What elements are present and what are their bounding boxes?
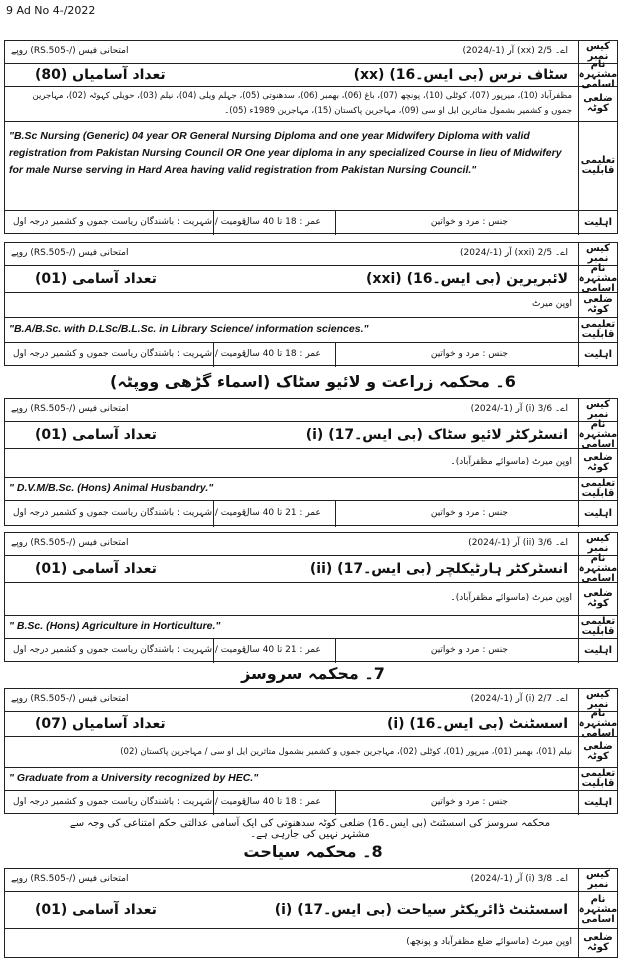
age-limit: عمر : 21 تا 40 سال	[243, 508, 321, 518]
post-title: (ii) انسٹرکٹر ہارٹیکلچر (بی ایس۔17)	[309, 561, 568, 577]
district-quota-label: ضلعی کوٹہ	[578, 87, 617, 121]
gender: جنس : مرد و خواتین	[430, 349, 508, 359]
post-block-assistant-director-tourism	[4, 868, 618, 958]
qualification-text: " Graduate from a University recognized by HEC."	[9, 772, 259, 784]
qualification-label: تعلیمی قابلیت	[578, 122, 617, 210]
district-quota: اوپن میرٹ (ماسوائے مظفرآباد)۔	[450, 457, 572, 467]
case-number: اے۔ 3/6 (i) آر (1-/2024)	[470, 404, 568, 414]
fee-text: امتحانی فیس (/-RS.505) روپے	[11, 248, 129, 258]
post-title: (xx) سٹاف نرس (بی ایس۔16)	[353, 67, 568, 83]
district-quota-label: ضلعی کوٹہ	[578, 449, 617, 477]
post-label: نام مشتہرہ اسامی	[578, 419, 618, 450]
eligibility-label: اہلیت	[578, 501, 617, 527]
eligibility-label: اہلیت	[578, 639, 617, 663]
age-limit: عمر : 18 تا 40 سال	[243, 349, 321, 359]
district-quota: اوپن میرٹ (ماسوائے ضلع مظفرآباد و پونچھ)	[406, 937, 572, 947]
district-quota-label: ضلعی کوٹہ	[578, 929, 617, 957]
post-block-staff-nurse	[4, 40, 618, 234]
post-label: نام مشتہرہ اسامی	[578, 263, 618, 294]
case-number: اے۔ 2/5 (xxi) آر (1-/2024)	[460, 248, 568, 258]
case-no-label: کیس نمبر	[578, 399, 617, 421]
qualification-label: تعلیمی قابلیت	[578, 768, 617, 790]
district-quota: اوپن میرٹ (ماسوائے مظفرآباد)۔	[450, 593, 572, 603]
case-no-label: کیس نمبر	[578, 41, 617, 63]
district-quota-label: ضلعی کوٹہ	[578, 737, 617, 767]
fee-text: امتحانی فیس (/-RS.505) روپے	[11, 404, 129, 414]
post-count: تعداد آسامیاں (80)	[35, 67, 166, 83]
eligibility-label: اہلیت	[578, 211, 617, 235]
post-label: نام مشتہرہ اسامی	[578, 553, 618, 584]
post-block-librarian	[4, 242, 618, 366]
post-title: (i) اسسٹنٹ ڈائریکٹر سیاحت (بی ایس۔17)	[274, 902, 568, 918]
eligibility-label: اہلیت	[578, 343, 617, 367]
qualification-text: " B.Sc. (Hons) Agriculture in Horticulture."	[9, 620, 221, 632]
district-quota-label: ضلعی کوٹہ	[578, 583, 617, 615]
domicile: قومیت / شہریت : باشندگان ریاست جموں و کشمیر درجہ اول	[13, 508, 247, 518]
post-count: تعداد آسامیاں (07)	[35, 716, 166, 732]
qualification-label: تعلیمی قابلیت	[578, 318, 617, 342]
post-block-instructor-livestock	[4, 398, 618, 526]
domicile: قومیت / شہریت : باشندگان ریاست جموں و کشمیر درجہ اول	[13, 217, 247, 227]
gender: جنس : مرد و خواتین	[430, 797, 508, 807]
post-count: تعداد آسامی (01)	[35, 427, 157, 443]
qualification-text: "B.A/B.Sc. with D.LSc/B.L.Sc. in Library Science/ information sciences."	[9, 323, 369, 335]
age-limit: عمر : 21 تا 40 سال	[243, 645, 321, 655]
qualification-text: " D.V.M/B.Sc. (Hons) Animal Husbandry."	[9, 482, 214, 494]
section-heading-7: 7۔ محکمہ سروسز	[241, 664, 385, 683]
case-no-label: کیس نمبر	[578, 243, 617, 265]
domicile: قومیت / شہریت : باشندگان ریاست جموں و کشمیر درجہ اول	[13, 797, 247, 807]
district-quota: مظفرآباد (10)، میرپور (07)، کوٹلی (10)، پونچھ (07)، باغ (06)، بھمبر (06)، سدھنوتی (05)، جہلم ویلی (04)، نیلم (03)، حویلی کہوٹہ (02)، مہاجرین	[32, 91, 572, 101]
post-label: نام مشتہرہ اسامی	[578, 59, 618, 90]
age-limit: عمر : 18 تا 40 سال	[243, 217, 321, 227]
post-title: (xxi) لائبریرین (بی ایس۔16)	[366, 271, 568, 287]
fee-text: امتحانی فیس (/-RS.505) روپے	[11, 874, 129, 884]
ad-number: 9 Ad No 4-/2022	[6, 4, 96, 17]
post-count: تعداد آسامی (01)	[35, 902, 157, 918]
district-quota: نیلم (01)، بھمبر (01)، میرپور (01)، کوٹلی (02)، مہاجرین جموں و کشمیر بشمول متاثرین ایل او سی / مہاجرین پاکستان (02)	[120, 747, 572, 757]
fee-text: امتحانی فیس (/-RS.505) روپے	[11, 694, 129, 704]
section-heading-8: 8۔ محکمہ سیاحت	[243, 842, 383, 861]
case-no-label: کیس نمبر	[578, 869, 617, 891]
section-heading-6: 6۔ محکمہ زراعت و لائیو سٹاک (اسماء گڑھی ووپٹہ)	[110, 372, 516, 391]
post-title: (i) انسٹرکٹر لائیو سٹاک (بی ایس۔17)	[305, 427, 568, 443]
fee-text: امتحانی فیس (/-RS.505) روپے	[11, 46, 129, 56]
fee-text: امتحانی فیس (/-RS.505) روپے	[11, 538, 129, 548]
gender: جنس : مرد و خواتین	[430, 508, 508, 518]
case-number: اے۔ 2/7 (i) آر (1-/2024)	[470, 694, 568, 704]
qualification-text: "B.Sc Nursing (Generic) 04 year OR General Nursing Diploma and one year Midwifery Diploma with valid registration from Pakistan Nursing Council OR One year diploma in any specialized Course in lieu of Midwifery for male Nurse serving in Hard Area having valid registration from Pakistan Nursing Council."	[9, 130, 562, 176]
post-title: (i) اسسٹنٹ (بی ایس۔16)	[386, 716, 568, 732]
qualification-label: تعلیمی قابلیت	[578, 616, 617, 638]
domicile: قومیت / شہریت : باشندگان ریاست جموں و کشمیر درجہ اول	[13, 645, 247, 655]
qualification-label: تعلیمی قابلیت	[578, 478, 617, 500]
age-limit: عمر : 18 تا 40 سال	[243, 797, 321, 807]
post-block-assistant	[4, 688, 618, 814]
gender: جنس : مرد و خواتین	[430, 645, 508, 655]
district-quota-label: ضلعی کوٹہ	[578, 293, 617, 317]
district-quota: اوپن میرٹ	[531, 299, 572, 309]
gender: جنس : مرد و خواتین	[430, 217, 508, 227]
post-count: تعداد آسامی (01)	[35, 561, 157, 577]
post-count: تعداد آسامی (01)	[35, 271, 157, 287]
case-no-label: کیس نمبر	[578, 533, 617, 555]
services-note: محکمہ سروسز کی اسسٹنٹ (بی ایس۔16) ضلعی کوٹہ سدھنوتی کی ایک آسامی عدالتی حکم امتناعی کی وجہ سے مشتہر نہیں کی جارہی ہے۔	[69, 818, 551, 840]
district-quota-cont: جموں و کشمیر بشمول متاثرین ایل او سی (09)، مہاجرین پاکستان (15)، مہاجرین 1989ء (05)۔	[224, 106, 572, 116]
post-block-instructor-horticulture	[4, 532, 618, 662]
post-label: نام مشتہرہ اسامی	[578, 708, 618, 739]
case-number: اے۔ 3/6 (ii) آر (1-/2024)	[468, 538, 568, 548]
eligibility-label: اہلیت	[578, 791, 617, 815]
case-number: اے۔ 3/8 (i) آر (1-/2024)	[470, 874, 568, 884]
post-label: نام مشتہرہ اسامی	[578, 892, 617, 928]
case-no-label: کیس نمبر	[578, 689, 617, 711]
case-number: اے۔ 2/5 (xx) آر (1-/2024)	[462, 46, 568, 56]
domicile: قومیت / شہریت : باشندگان ریاست جموں و کشمیر درجہ اول	[13, 349, 247, 359]
